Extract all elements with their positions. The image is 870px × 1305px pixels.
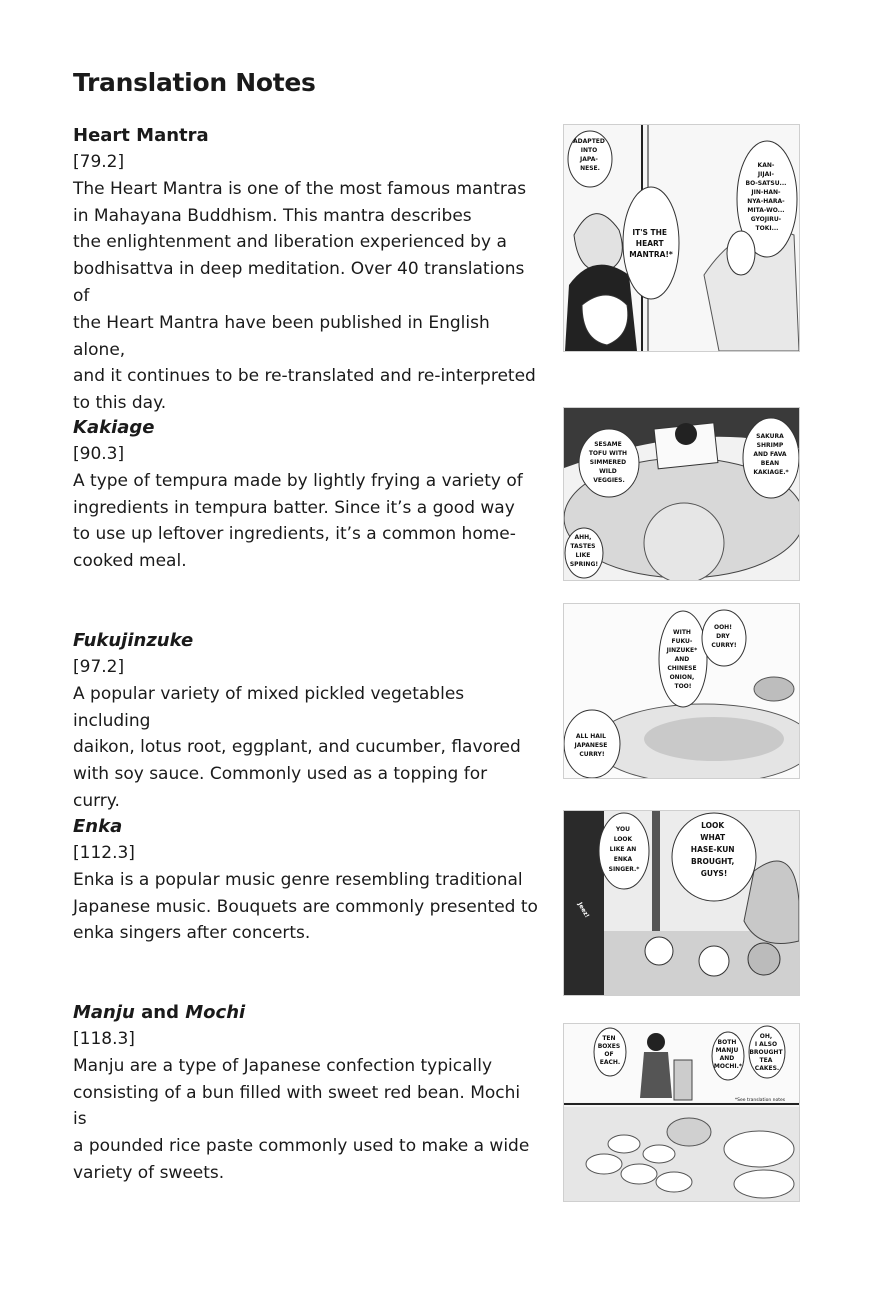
body-line: with soy sauce. Commonly used as a topping for curry. <box>73 764 488 811</box>
note-body <box>73 176 538 417</box>
manga-panel-illustration <box>564 408 799 580</box>
note-heading-text: Kakiage <box>73 417 155 438</box>
manga-panel-manju-mochi <box>563 1023 800 1202</box>
body-line: ingredients in tempura batter. Since it’s a good way <box>73 497 515 518</box>
note-heading <box>73 815 538 839</box>
footnote-text: *See translation notes <box>734 1098 786 1103</box>
speech-bubble: SAKURA SHRIMP AND FAVA BEAN KAKIAGE.* <box>753 433 789 476</box>
body-line: in Mahayana Buddhism. This mantra describes <box>73 205 472 226</box>
body-line: the Heart Mantra have been published in English alone, <box>73 312 490 360</box>
note-reference: [112.3] <box>73 843 135 863</box>
note-fukujinzuke <box>73 629 538 815</box>
note-kakiage <box>73 416 538 575</box>
note-heading-text: Heart Mantra <box>73 125 209 146</box>
speech-bubble: OOH! DRY CURRY! <box>711 624 737 649</box>
body-line: The Heart Mantra is one of the most famous mantras <box>73 178 527 199</box>
manga-panel-illustration <box>564 125 799 351</box>
page-title: Translation Notes <box>73 68 316 97</box>
body-line: bodhisattva in deep meditation. Over 40 translations of <box>73 259 525 306</box>
body-line: and it continues to be re-translated and re-interpreted <box>73 366 536 387</box>
note-heading <box>73 629 538 653</box>
manga-panel-illustration <box>564 604 799 778</box>
body-line: enka singers after concerts. <box>73 923 311 944</box>
note-enka <box>73 815 538 947</box>
manga-panel-illustration <box>564 1024 799 1201</box>
speech-bubble: LOOK WHAT HASE-KUN BROUGHT, GUYS! <box>690 821 735 878</box>
manga-panel-heart-mantra <box>563 124 800 352</box>
speech-bubble: YOU LOOK LIKE AN ENKA SINGER.* <box>608 826 640 873</box>
note-reference: [90.3] <box>73 444 125 464</box>
note-heading <box>73 124 538 148</box>
note-heading-text: and <box>134 1002 186 1023</box>
manga-panel-kakiage <box>563 407 800 581</box>
body-line: daikon, lotus root, eggplant, and cucumber, flavored <box>73 737 521 758</box>
body-line: cooked meal. <box>73 551 187 572</box>
body-line: A type of tempura made by lightly frying a variety of <box>73 470 523 491</box>
note-heading-text: Enka <box>73 816 123 837</box>
note-body <box>73 468 538 575</box>
note-heading-text: Fukujinzuke <box>73 630 194 651</box>
speech-bubble: WITH FUKU- JINZUKE* AND CHINESE ONION, TOO! <box>666 629 698 690</box>
body-line: the enlightenment and liberation experienced by a <box>73 232 507 253</box>
manga-panel-illustration <box>564 811 799 995</box>
note-body <box>73 681 538 815</box>
body-line: Enka is a popular music genre resembling traditional <box>73 869 523 890</box>
note-body <box>73 1053 538 1187</box>
note-reference: [97.2] <box>73 657 125 677</box>
body-line: Japanese music. Bouquets are commonly presented to <box>73 896 538 917</box>
body-line: a pounded rice paste commonly used to make a wide <box>73 1136 530 1157</box>
note-reference: [79.2] <box>73 152 125 172</box>
speech-bubble: ALL HAIL JAPANESE CURRY! <box>574 733 608 758</box>
body-line: consisting of a bun filled with sweet red bean. Mochi is <box>73 1082 521 1130</box>
body-line: Manju are a type of Japanese confection typically <box>73 1055 493 1076</box>
speech-bubble: IT'S THE HEART MANTRA!* <box>629 228 673 259</box>
speech-bubble: SESAME TOFU WITH SIMMERED WILD VEGGIES. <box>588 441 628 484</box>
body-line: to this day. <box>73 393 167 414</box>
note-reference: [118.3] <box>73 1029 135 1049</box>
speech-bubble: BOTH MANJU AND MOCHI.* <box>713 1039 743 1070</box>
note-heading-text: Manju <box>73 1002 135 1023</box>
body-line: A popular variety of mixed pickled vegetables including <box>73 683 465 731</box>
manga-panel-enka <box>563 810 800 996</box>
body-line: to use up leftover ingredients, it’s a common home- <box>73 524 516 545</box>
speech-bubble: TEN BOXES OF EACH. <box>597 1035 621 1066</box>
note-heading <box>73 1001 538 1025</box>
speech-bubble: AHH, TASTES LIKE SPRING! <box>569 534 599 568</box>
note-manju-mochi <box>73 1001 538 1187</box>
note-heading <box>73 416 538 440</box>
speech-bubble: ADAPTED INTO JAPA- NESE. <box>573 138 605 172</box>
speech-bubble: OH, I ALSO BROUGHT TEA CAKES. <box>749 1033 783 1072</box>
manga-panel-fukujinzuke <box>563 603 800 779</box>
speech-bubble: KAN- JIJAI- BO-SATSU... JIN-HAN- NYA-HARA- MITA-WO... GYOJIRU- TOKI... <box>745 162 787 232</box>
note-body <box>73 867 538 947</box>
note-heading-text: Mochi <box>185 1002 246 1023</box>
sound-effect-text: Jeez! <box>576 901 591 920</box>
body-line: variety of sweets. <box>73 1162 225 1183</box>
note-heart-mantra <box>73 124 538 417</box>
